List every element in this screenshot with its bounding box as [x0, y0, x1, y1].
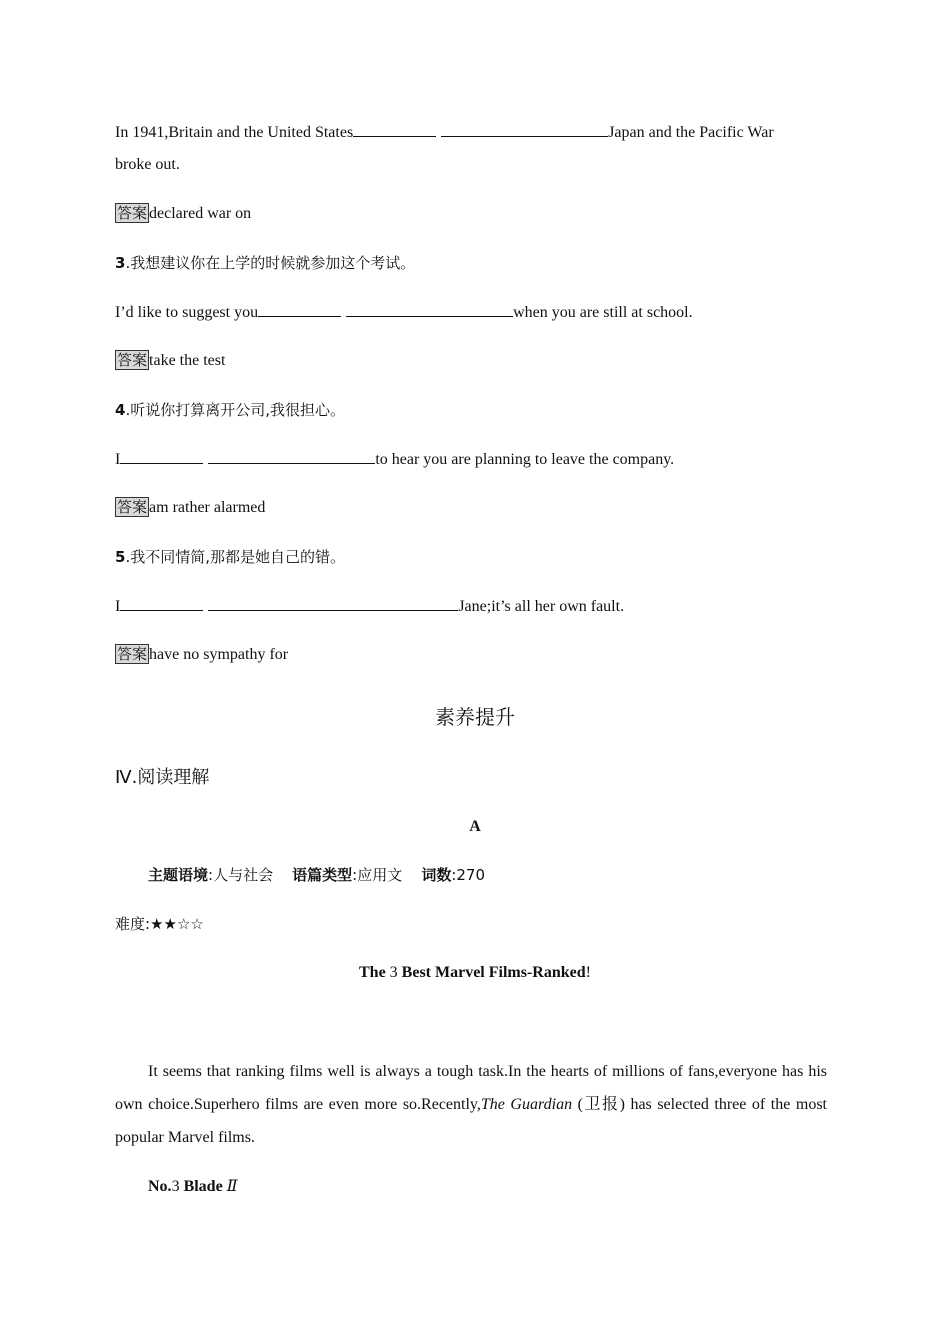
intro-paragraph: It seems that ranking films well is always a tough task.In the hearts of millions of fans,everyone has his own choice.Superhero films are even more so.Recently,The Guardian (卫报) has selected three of the most popular Marvel films. — [115, 1063, 827, 1146]
passage-label: A — [469, 818, 481, 835]
answer-blank[interactable] — [346, 302, 513, 317]
answer-tag: 答案 — [117, 351, 148, 369]
answer-text: am rather alarmed — [149, 499, 266, 516]
q5-prompt: 5.我不同情简,那都是她自己的错。 — [115, 548, 345, 566]
q2-sentence: In 1941,Britain and the United States Japan and the Pacific War — [115, 124, 774, 141]
answer-tag: 答案 — [117, 645, 148, 663]
answer-blank[interactable] — [258, 302, 341, 317]
answer-blank[interactable] — [208, 449, 375, 464]
q2-sentence-cont: broke out. — [115, 156, 180, 173]
answer-text: have no sympathy for — [149, 646, 289, 663]
reading-heading: Ⅳ.阅读理解 — [115, 767, 210, 788]
q3-sentence: I’d like to suggest you when you are still at school. — [115, 304, 693, 321]
q5-sentence: I Jane;it’s all her own fault. — [115, 598, 625, 615]
passage-meta: 主题语境:人与社会 语篇类型:应用文 词数:270 — [148, 866, 486, 884]
answer-blank[interactable] — [208, 596, 458, 611]
q3-prompt: 3.我想建议你在上学的时候就参加这个考试。 — [115, 254, 416, 272]
film-item-heading: No.3 Blade Ⅱ — [148, 1178, 238, 1195]
answer-tag: 答案 — [117, 204, 148, 222]
answer-blank[interactable] — [120, 449, 203, 464]
answer-blank[interactable] — [353, 122, 436, 137]
answer-blank[interactable] — [441, 122, 608, 137]
section-title: 素养提升 — [435, 705, 515, 729]
difficulty-rating: 难度:★★☆☆ — [115, 915, 204, 933]
q4-prompt: 4.听说你打算离开公司,我很担心。 — [115, 401, 345, 419]
q4-answer — [115, 497, 265, 518]
q4-sentence: I to hear you are planning to leave the company. — [115, 451, 675, 468]
answer-text: take the test — [149, 352, 226, 369]
answer-tag: 答案 — [117, 498, 148, 516]
q3-answer — [115, 350, 225, 371]
passage-title: The 3 Best Marvel Films-Ranked! — [359, 964, 591, 981]
q5-answer — [115, 644, 288, 665]
q2-answer — [115, 203, 251, 224]
answer-text: declared war on — [149, 205, 252, 222]
answer-blank[interactable] — [120, 596, 203, 611]
